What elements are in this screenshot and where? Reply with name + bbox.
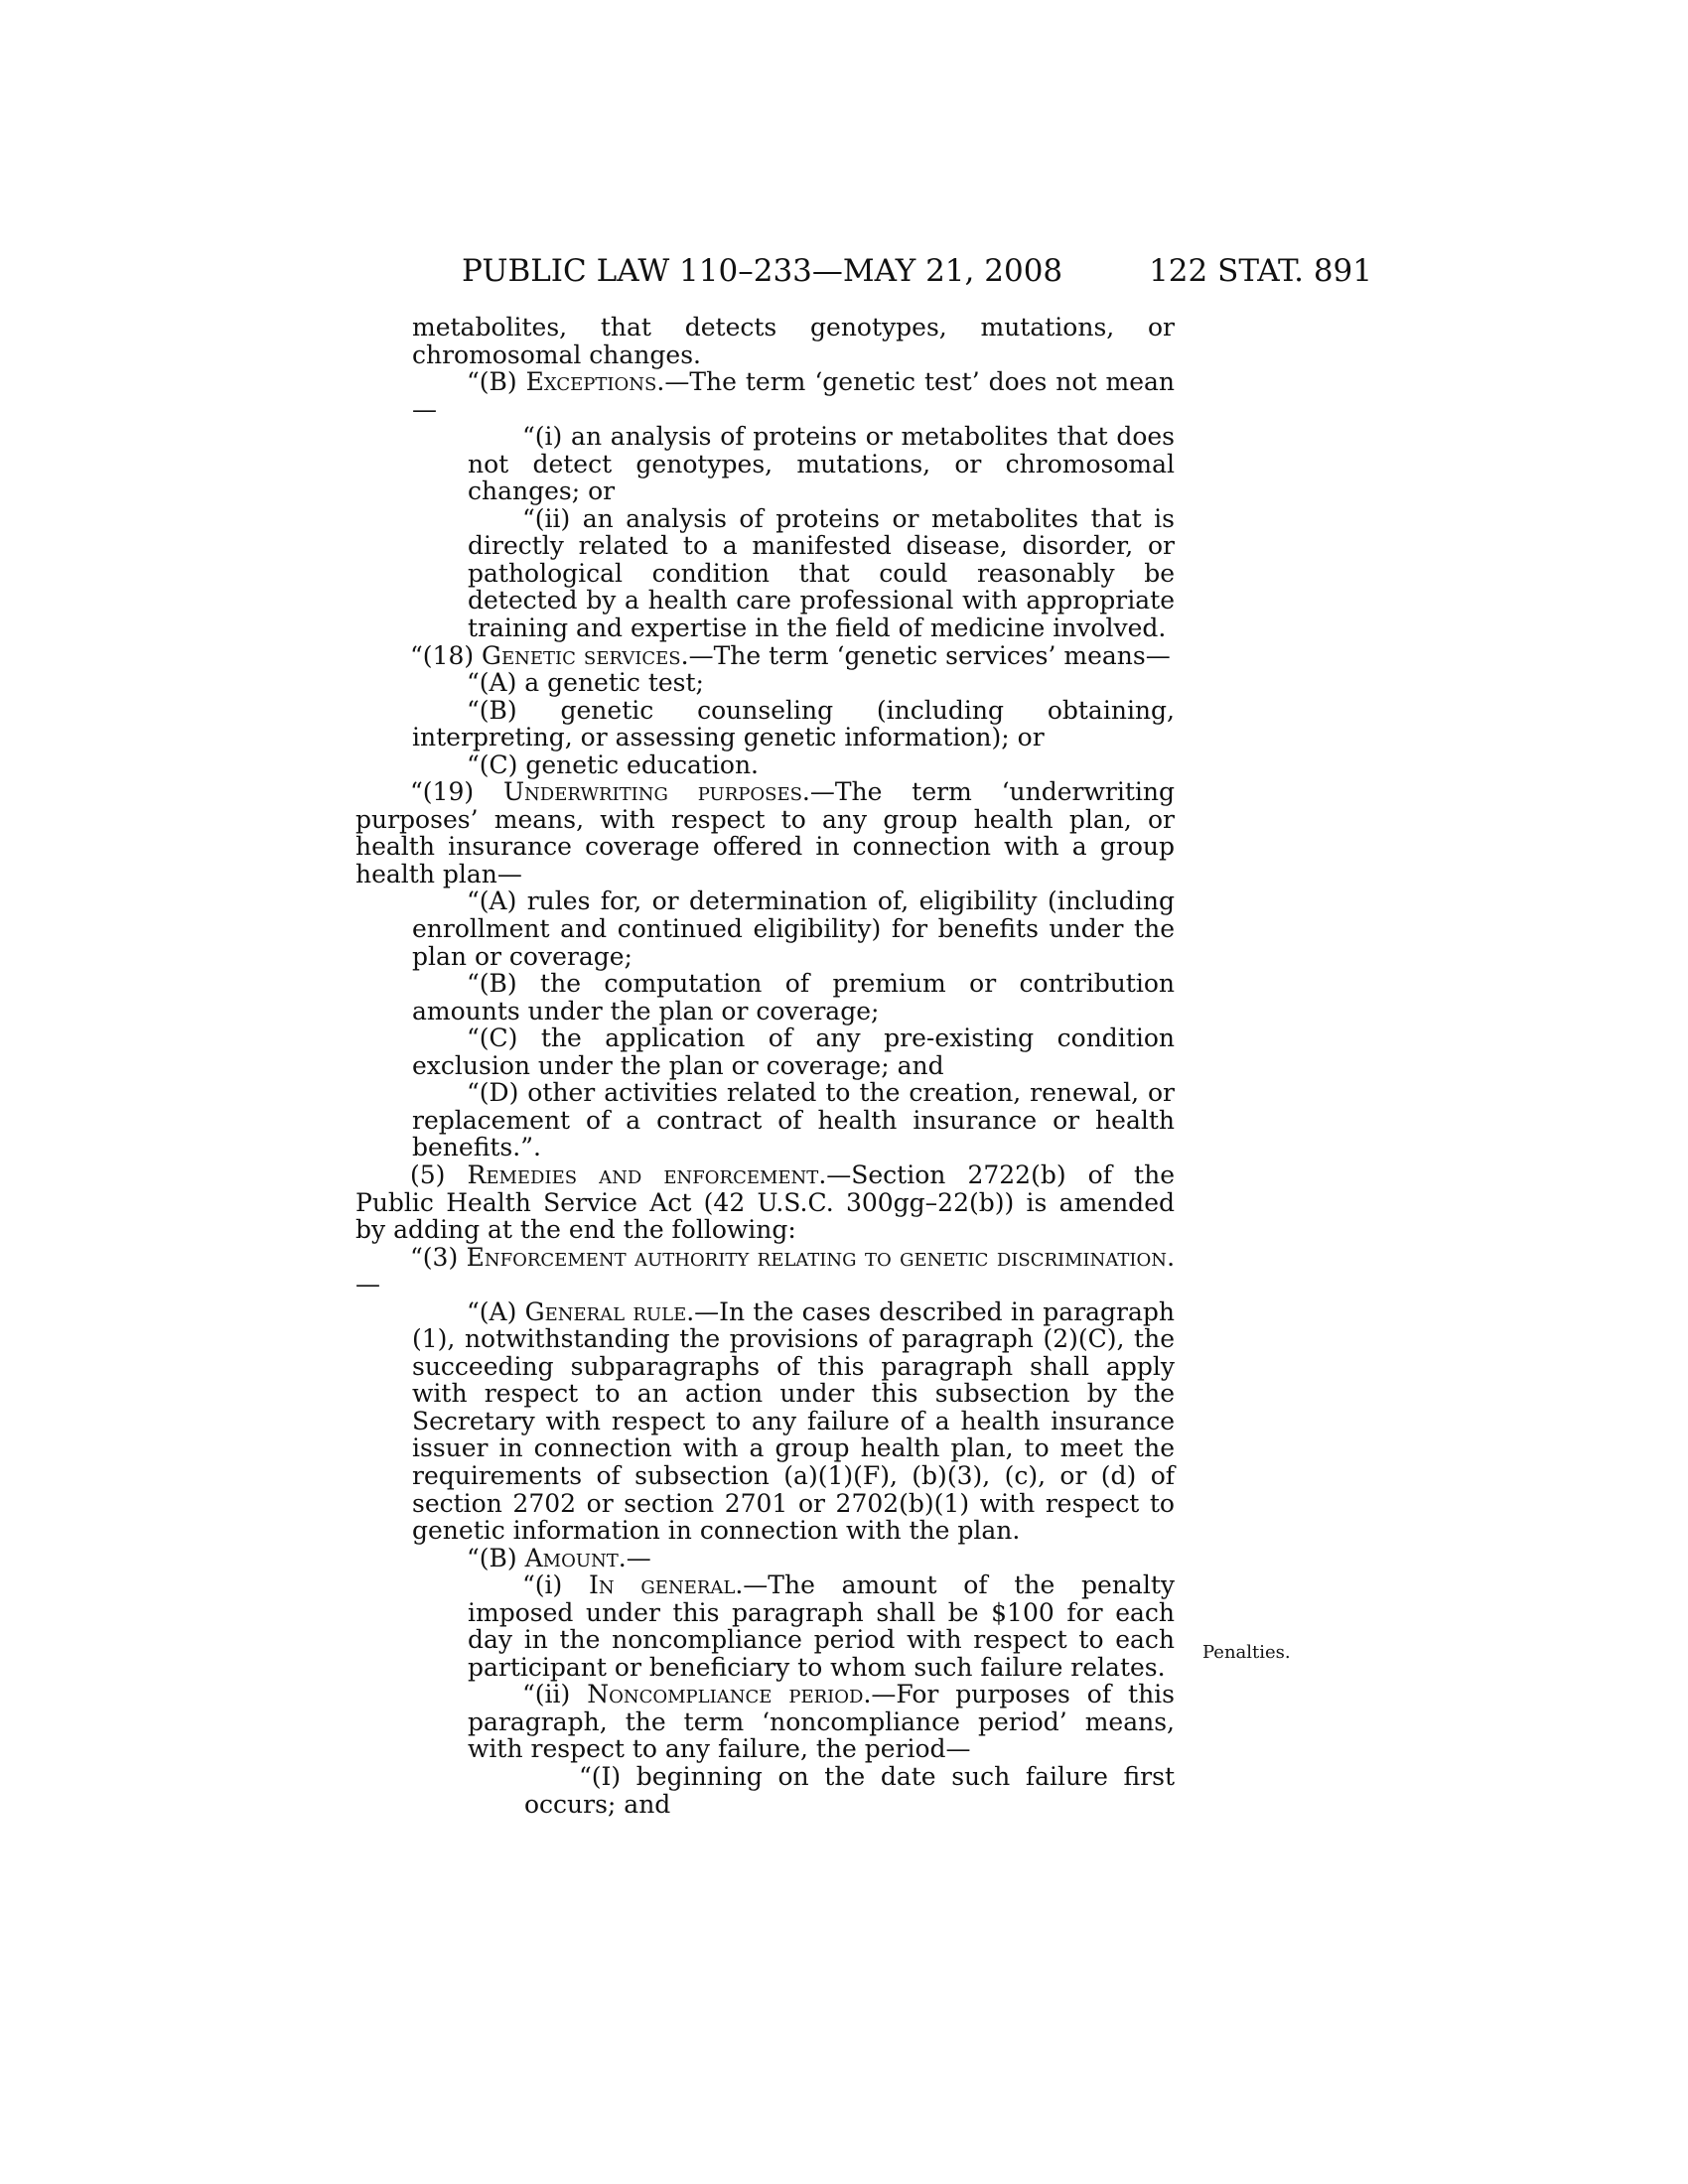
paragraph-heading: Exceptions bbox=[525, 367, 657, 397]
paragraph-heading: Amount bbox=[524, 1543, 619, 1572]
paragraph-designation: “(3) bbox=[410, 1242, 467, 1272]
paragraph-text: “(C) genetic education. bbox=[467, 750, 759, 779]
paragraph-designation: (5) bbox=[410, 1160, 468, 1189]
statute-paragraph bbox=[355, 423, 1175, 505]
statute-paragraph bbox=[355, 642, 1175, 670]
paragraph-designation: “(B) bbox=[467, 367, 526, 397]
paragraph-text: “(ii) an analysis of proteins or metabolites that is directly related to a manifested disease, disorder, or pathological condition that could reasonably be detected by a health care professional with appropriate training and expertise in the field of medicine involved. bbox=[468, 503, 1175, 643]
paragraph-text: .—Section 2722(b) of the Public Health Service Act (42 U.S.C. 300gg–22(b)) is amended by adding at the end the following: bbox=[355, 1160, 1175, 1245]
statute-paragraph bbox=[355, 697, 1175, 751]
paragraph-heading: General rule bbox=[524, 1297, 687, 1326]
paragraph-text: .—For purposes of this paragraph, the term ‘noncompliance period’ means, with respect to any failure, the period— bbox=[468, 1680, 1175, 1764]
paragraph-text: “(D) other activities related to the creation, renewal, or replacement of a contract of health insurance or health benefits.”. bbox=[412, 1078, 1175, 1162]
statute-paragraph bbox=[355, 505, 1175, 642]
paragraph-heading: Enforcement authority relating to genetic discrimination bbox=[466, 1242, 1168, 1272]
paragraph-text: “(A) rules for, or determination of, eligibility (including enrollment and continued eligibility) for benefits under the plan or coverage; bbox=[412, 887, 1175, 971]
paragraph-text: metabolites, that detects genotypes, mutations, or chromosomal changes. bbox=[412, 313, 1175, 369]
paragraph-text: .—The term ‘genetic services’ means— bbox=[680, 640, 1171, 670]
running-head bbox=[462, 251, 1372, 291]
public-law-title: PUBLIC LAW 110–233—MAY 21, 2008 bbox=[462, 253, 1063, 289]
paragraph-designation: “(18) bbox=[410, 640, 483, 670]
paragraph-text: .— bbox=[355, 1242, 1176, 1299]
paragraph-heading: Underwriting purposes bbox=[502, 777, 802, 807]
paragraph-designation: “(19) bbox=[410, 777, 503, 807]
paragraph-heading: Remedies and enforcement bbox=[467, 1160, 819, 1189]
paragraph-heading: In general bbox=[589, 1570, 736, 1600]
statute-paragraph bbox=[355, 314, 1175, 368]
paragraph-text: .—The amount of the penalty imposed under this paragraph shall be $100 for each day in the noncompliance period with respect to each participant or beneficiary to whom such failure relates. bbox=[468, 1570, 1175, 1682]
paragraph-text: “(B) the computation of premium or contribution amounts under the plan or coverage; bbox=[412, 969, 1175, 1025]
paragraph-text: “(C) the application of any pre-existing condition exclusion under the plan or coverage; and bbox=[412, 1024, 1175, 1080]
paragraph-text: “(i) an analysis of proteins or metabolites that does not detect genotypes, mutations, or chromosomal changes; or bbox=[468, 422, 1175, 506]
paragraph-text: “(A) a genetic test; bbox=[467, 668, 704, 698]
paragraph-text: .—In the cases described in paragraph (1), notwithstanding the provisions of paragraph (2)(C), the succeeding subparagraphs of this paragraph shall apply with respect to an action under this subsection by the Secretary with respect to any failure of a health insurance issuer in connection with a group health plan, to meet the requirements of subsection (a)(1)(F), (b)(3), (c), or (d) of section 2702 or section 2701 or 2702(b)(1) with respect to genetic information in connection with the plan. bbox=[412, 1297, 1175, 1546]
paragraph-designation: “(B) bbox=[467, 1543, 525, 1572]
paragraph-text: “(I) beginning on the date such failure first occurs; and bbox=[524, 1761, 1175, 1819]
paragraph-heading: Genetic services bbox=[482, 640, 681, 670]
statute-paragraph bbox=[355, 669, 1175, 697]
paragraph-text: .—The term ‘underwriting purposes’ means, with respect to any group health plan, or health insurance coverage offered in connection with a group health plan— bbox=[355, 777, 1175, 888]
statute-paragraph bbox=[355, 1545, 1175, 1572]
statute-paragraph bbox=[355, 1024, 1175, 1079]
statute-page-number: 122 STAT. 891 bbox=[1149, 253, 1372, 289]
paragraph-designation: “(A) bbox=[467, 1297, 525, 1326]
statute-paragraph bbox=[355, 1681, 1175, 1763]
statute-paragraph bbox=[355, 887, 1175, 970]
paragraph-text: “(B) genetic counseling (including obtaining, interpreting, or assessing genetic information); or bbox=[412, 695, 1175, 752]
paragraph-designation: “(i) bbox=[522, 1570, 590, 1600]
statute-paragraph bbox=[355, 1161, 1175, 1244]
paragraph-designation: “(ii) bbox=[522, 1680, 588, 1709]
statute-paragraph bbox=[355, 1763, 1175, 1818]
paragraph-text: .—The term ‘genetic test’ does not mean— bbox=[412, 367, 1175, 424]
statute-paragraph bbox=[355, 1298, 1175, 1545]
statute-paragraph bbox=[355, 1571, 1175, 1681]
statute-paragraph bbox=[355, 970, 1175, 1024]
statute-paragraph bbox=[355, 1244, 1175, 1298]
statute-paragraph bbox=[355, 368, 1175, 423]
statute-paragraph bbox=[355, 751, 1175, 779]
statute-body-text bbox=[355, 314, 1175, 1818]
margin-note: Penalties. bbox=[1202, 1642, 1291, 1663]
paragraph-text: .— bbox=[618, 1543, 651, 1572]
paragraph-heading: Noncompliance period bbox=[587, 1680, 864, 1709]
statute-paragraph bbox=[355, 778, 1175, 887]
statute-paragraph bbox=[355, 1079, 1175, 1161]
